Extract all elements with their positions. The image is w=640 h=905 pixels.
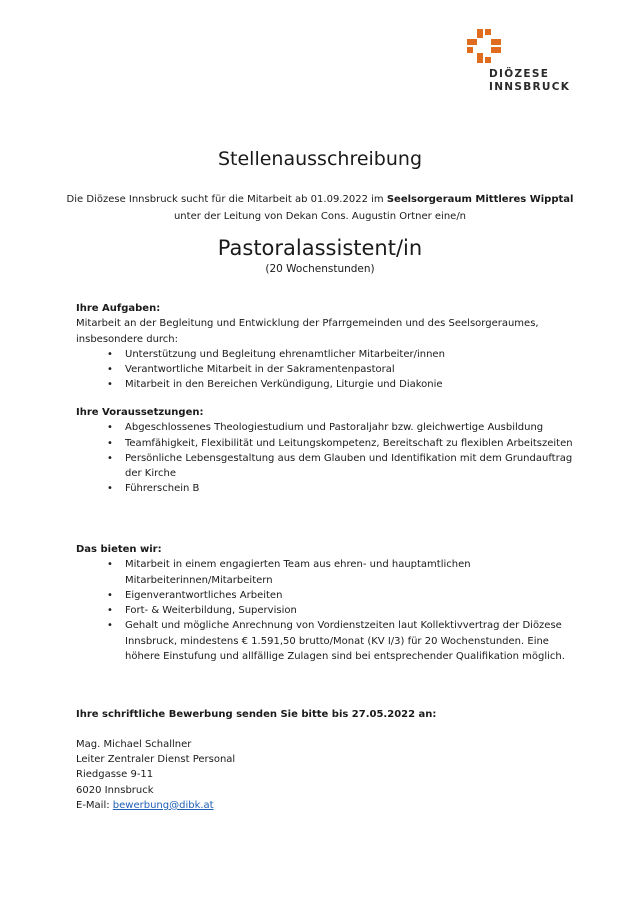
requirements-section — [76, 405, 576, 497]
list-item: • Teamfähigkeit, Flexibilität und Leitungskompetenz, Bereitschaft zu flexiblen Arbeitszeiten — [76, 436, 576, 451]
list-item: • Eigenverantwortliches Arbeiten — [76, 588, 576, 603]
contact-name: Mag. Michael Schallner — [76, 739, 192, 750]
diocese-logo — [464, 26, 574, 96]
tasks-heading: Ihre Aufgaben: — [76, 303, 161, 314]
logo-line-2: INNSBRUCK — [489, 81, 571, 93]
requirements-heading: Ihre Voraussetzungen: — [76, 407, 204, 418]
position-hours: (20 Wochenstunden) — [265, 263, 375, 275]
email-link[interactable]: bewerbung@dibk.at — [112, 799, 214, 811]
list-item: • Mitarbeit in den Bereichen Verkündigung, Liturgie und Diakonie — [76, 377, 576, 392]
cross-logo-icon — [464, 26, 504, 66]
intro-paragraph — [60, 191, 580, 225]
contact-role: Leiter Zentraler Dienst Personal — [76, 754, 236, 766]
email-label: E-Mail: — [76, 799, 113, 811]
logo-wordmark — [489, 68, 579, 94]
list-item: • Führerschein B — [76, 481, 576, 496]
list-item: • Gehalt und mögliche Anrechnung von Vordienstzeiten laut Kollektivvertrag der Diözese Innsbruck, mindestens € 1.591,50 brutto/Monat (KV I/3) für 20 Wochenstunden. Eine höhere Einstufung und allfällige Zulagen sind bei entsprechender Qualifikation möglich. — [76, 618, 576, 664]
intro-prefix: Die Diözese Innsbruck sucht für die Mitarbeit ab 01.09.2022 im — [66, 194, 387, 205]
tasks-list — [76, 347, 576, 393]
list-item: • Unterstützung und Begleitung ehrenamtlicher Mitarbeiter/innen — [76, 347, 576, 362]
list-item: • Fort- & Weiterbildung, Supervision — [76, 603, 576, 618]
offer-heading: Das bieten wir: — [76, 544, 162, 555]
position-title: Pastoralassistent/in — [217, 236, 423, 260]
logo-line-1: DIÖZESE — [489, 68, 550, 80]
tasks-section — [76, 301, 576, 393]
intro-highlight: Seelsorgeraum Mittleres Wipptal — [386, 194, 574, 205]
page-title: Stellenausschreibung — [217, 148, 423, 170]
contact-block — [76, 737, 476, 813]
list-item: • Abgeschlossenes Theologiestudium und Pastoraljahr bzw. gleichwertige Ausbildung — [76, 420, 576, 435]
contact-email-line — [76, 798, 476, 813]
list-item: • Persönliche Lebensgestaltung aus dem Glauben und Identifikation mit dem Grundauftrag der Kirche — [76, 451, 576, 482]
list-item: • Mitarbeit in einem engagierten Team aus ehren- und hauptamtlichen Mitarbeiterinnen/Mitarbeitern — [76, 557, 576, 588]
contact-street: Riedgasse 9-11 — [76, 769, 154, 781]
list-item: • Verantwortliche Mitarbeit in der Sakramentenpastoral — [76, 362, 576, 377]
contact-city: 6020 Innsbruck — [76, 784, 154, 796]
tasks-text: Mitarbeit an der Begleitung und Entwicklung der Pfarrgemeinden und des Seelsorgeraumes, insbesondere durch: — [76, 318, 539, 345]
intro-suffix: unter der Leitung von Dekan Cons. Augustin Ortner eine/n — [173, 211, 467, 222]
offer-list — [76, 557, 576, 664]
application-deadline: Ihre schriftliche Bewerbung senden Sie bitte bis 27.05.2022 an: — [76, 709, 437, 720]
offer-section — [76, 542, 576, 664]
requirements-list — [76, 420, 576, 496]
